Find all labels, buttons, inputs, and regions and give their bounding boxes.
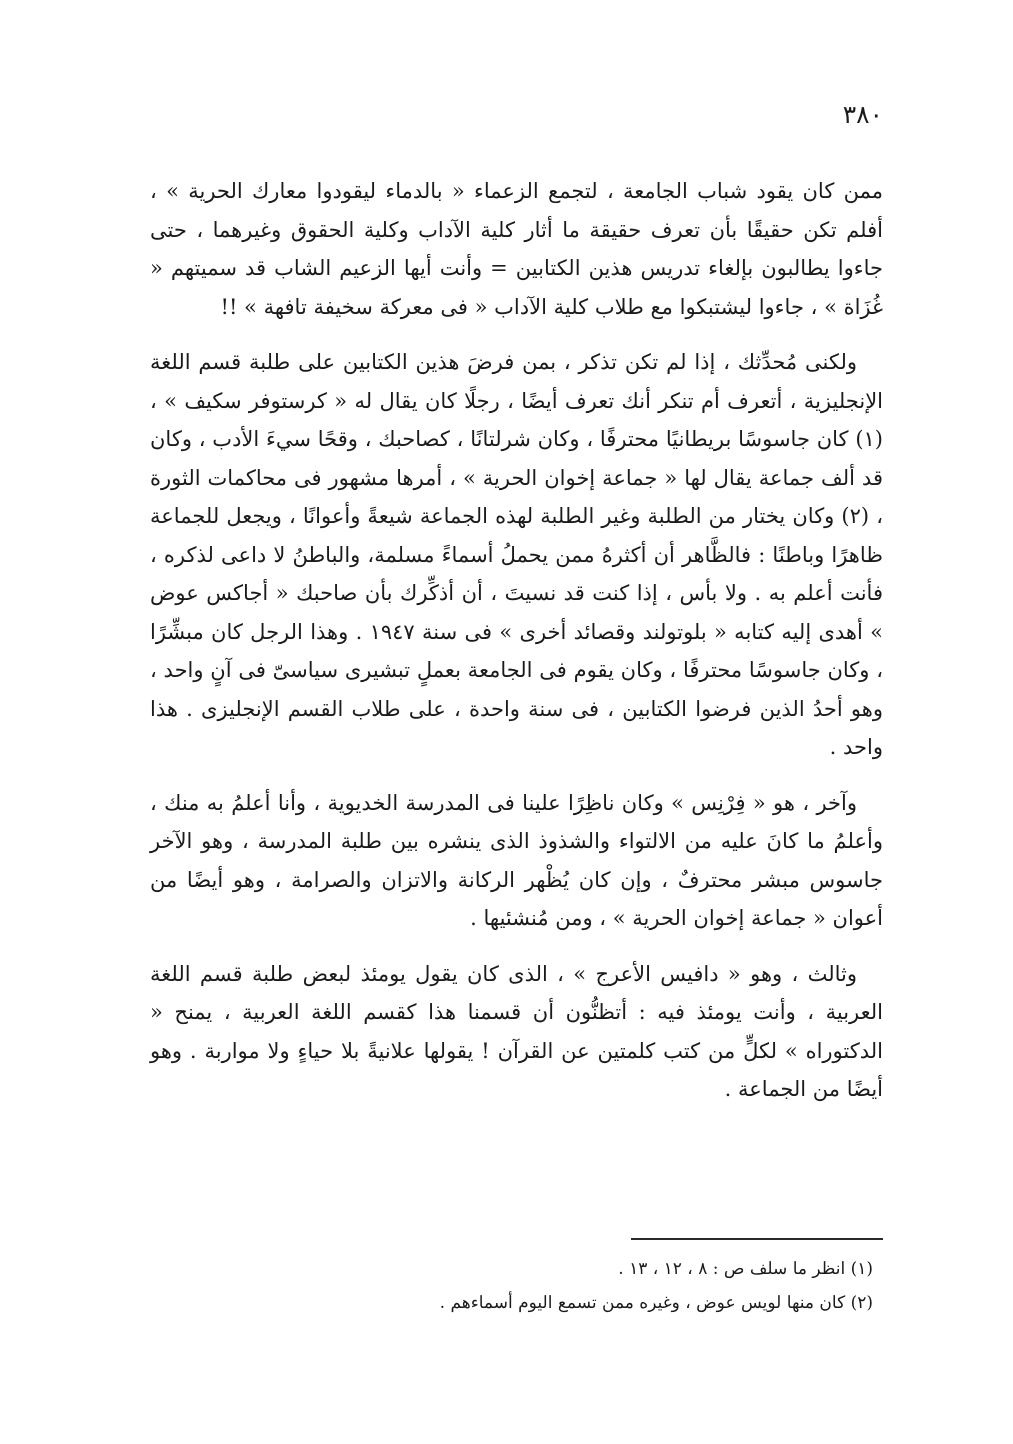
footnote-2: (٢) كان منها لويس عوض ، وغيره ممن تسمع اليوم أسماءهم .: [439, 1293, 873, 1313]
paragraph-4: وثالث ، وهو « دافيس الأعرج » ، الذى كان يقول يومئذ لبعض طلبة قسم اللغة العربية ، وأنت يومئذ فيه : أتظنُّون أن قسمنا هذا كقسم اللغة العربية ، يمنح « الدكتوراه » لكلٍّ من كتب كلمتين عن القرآن ! يقولها علانيةً بلا حياءٍ ولا مواربة . وهو أيضًا من الجماعة .: [150, 961, 883, 1101]
page-number: ٣٨٠: [842, 100, 883, 129]
paragraph-1: ممن كان يقود شباب الجامعة ، لتجمع الزعماء « بالدماء ليقودوا معارك الحرية » ، أفلم تكن حقيقًا بأن تعرف حقيقة ما أثار كلية الآداب وكلية الحقوق وغيرهما ، حتى جاءوا يطالبون بإلغاء تدريس هذين الكتابين = وأنت أيها الزعيم الشاب قد سميتهم « غُزَاة » ، جاءوا ليشتبكوا مع طلاب كلية الآداب « فى معركة سخيفة تافهة » !!: [150, 179, 883, 319]
paragraph-2: ولكنى مُحدِّثك ، إذا لم تكن تذكر ، بمن فرضَ هذين الكتابين على طلبة قسم اللغة الإنجليزية ، أتعرف أم تنكر أنك تعرف أيضًا ، رجلًا كان يقال له « كرستوفر سكيف » ، (١) كان جاسوسًا بريطانيًا محترفًا ، وكان شرلتانًا ، كصاحبك ، وقحًا سيءَ الأدب ، وكان قد ألف جماعة يقال لها « جماعة إخوان الحرية » ، أمرها مشهور فى محاكمات الثورة ، (٢) وكان يختار من الطلبة وغير الطلبة لهذه الجماعة شيعةً وأعوانًا ، ويجعل للجماعة ظاهرًا وباطنًا : فالظَّاهر أن أكثرهُ ممن يحملُ أسماءً مسلمة، والباطنُ لا داعى لذكره ، فأنت أعلم به . ولا بأس ، إذا كنت قد نسيتَ ، أن أذكِّرك بأن صاحبك « أجاكس عوض » أهدى إليه كتابه « بلوتولند وقصائد أخرى » فى سنة ١٩٤٧ . وهذا الرجل كان مبشِّرًا ، وكان جاسوسًا محترفًا ، وكان يقوم فى الجامعة بعملٍ تبشيرى سياسىّ فى آنٍ واحد ، وهو أحدُ الذين فرضوا الكتابين ، فى سنة واحدة ، على طلاب القسم الإنجليزى . هذا واحد .: [150, 350, 883, 759]
footnote-1: (١) انظر ما سلف ص : ٨ ، ١٢ ، ١٣ .: [618, 1259, 873, 1279]
paragraph-3: وآخر ، هو « فِرْنِس » وكان ناظِرًا علينا فى المدرسة الخديوية ، وأنا أعلمُ به منك ، وأعلمُ ما كانَ عليه من الالتواء والشذوذ الذى ينشره بين طلبة المدرسة ، وهو الآخر جاسوس مبشر محترفٌ ، وإن كان يُظْهر الركانة والاتزان والصرامة ، وهو أيضًا من أعوان « جماعة إخوان الحرية » ، ومن مُنشئيها .: [150, 790, 883, 930]
footnote-divider: [631, 1238, 883, 1240]
footnotes: [150, 1252, 873, 1320]
main-text: [150, 172, 883, 1126]
